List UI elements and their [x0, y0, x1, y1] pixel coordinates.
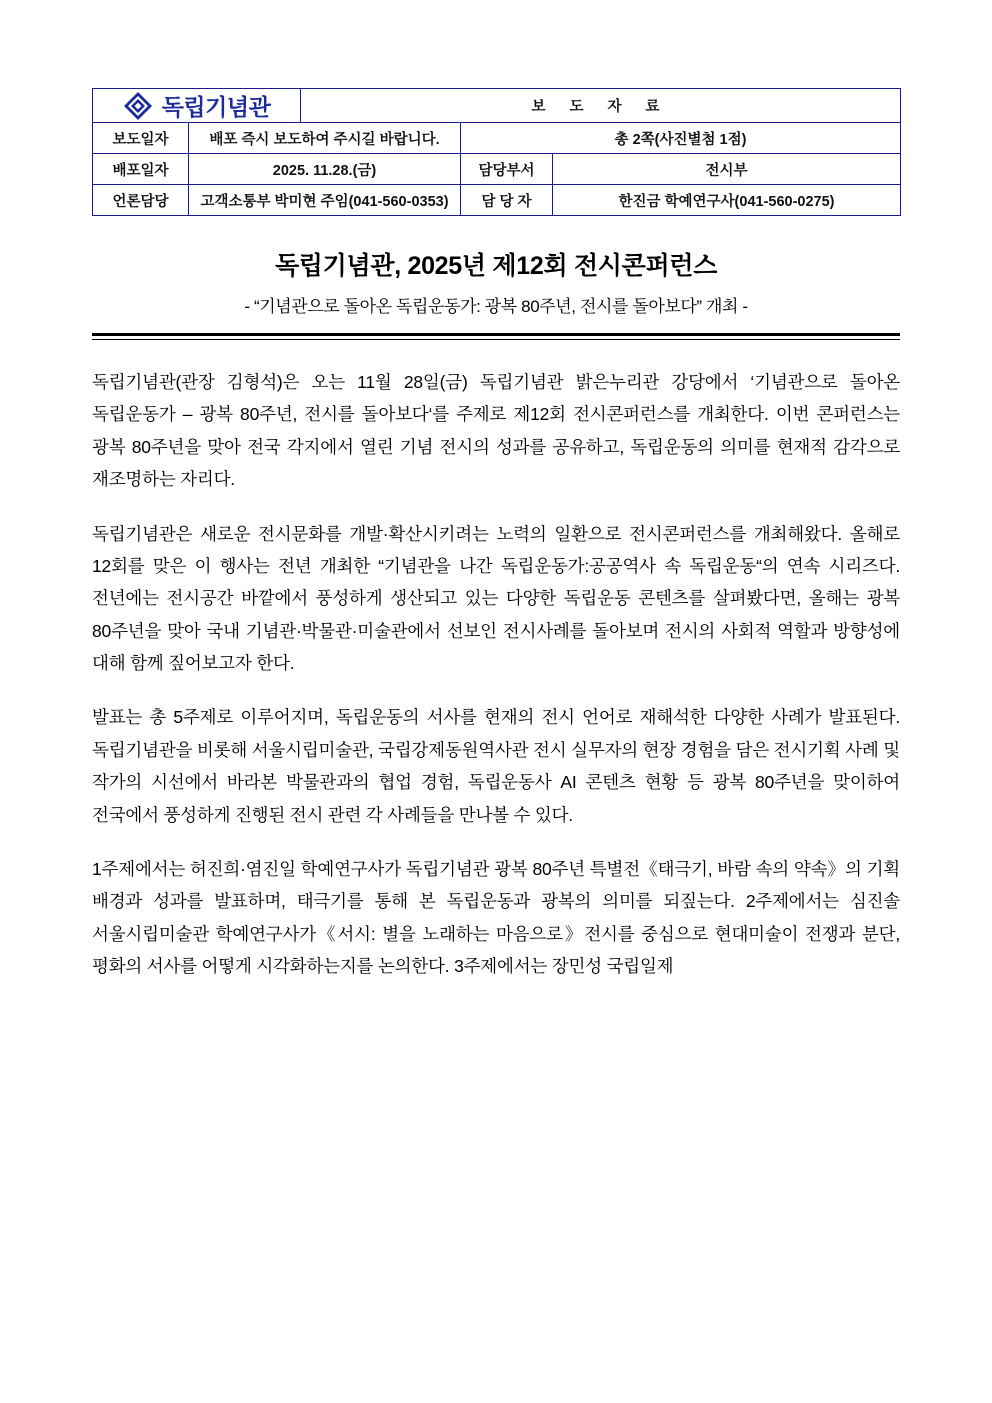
paragraph: 발표는 총 5주제로 이루어지며, 독립운동의 서사를 현재의 전시 언어로 재해석한 다양한 사례가 발표된다. 독립기념관을 비롯해 서울시립미술관, 국립강제동원역사관 전시 실무자의 현장 경험을 담은 전시기획 사례 및 작가의 시선에서 바라본 박물관과의 협업 경험, 독립운동사 AI 콘텐츠 현황 등 광복 80주년을 맞이하여 전국에서 풍성하게 진행된 전시 관련 각 사례들을 만나볼 수 있다. [92, 707, 900, 825]
document-type-title: 보 도 자 료 [301, 89, 901, 123]
body-content [92, 366, 900, 982]
table-row [93, 89, 901, 123]
value-distribution-date: 2025. 11.28.(금) [189, 154, 461, 185]
table-row [93, 185, 901, 216]
value-person-in-charge: 한진금 학예연구사(041-560-0275) [553, 185, 901, 216]
value-page-count: 총 2쪽(사진별첨 1점) [461, 123, 901, 154]
label-person-in-charge: 담 당 자 [461, 185, 553, 216]
paragraph: 1주제에서는 허진희·염진일 학예연구사가 독립기념관 광복 80주년 특별전《태극기, 바람 속의 약속》의 기획 배경과 성과를 발표하며, 태극기를 통해 본 독립운동과 광복의 의미를 되짚는다. 2주제에서는 심진솔 서울시립미술관 학예연구사가《서시: 별을 노래하는 마음으로》전시를 중심으로 현대미술이 전쟁과 분단, 평화의 서사를 어떻게 시각화하는지를 논의한다. 3주제에서는 장민성 국립일제 [92, 858, 900, 976]
label-distribution-date: 배포일자 [93, 154, 189, 185]
table-row [93, 123, 901, 154]
value-department: 전시부 [553, 154, 901, 185]
paragraph: 독립기념관(관장 김형석)은 오는 11월 28일(금) 독립기념관 밝은누리관 강당에서 ‘기념관으로 돌아온 독립운동가 – 광복 80주년, 전시를 돌아보다‘를 주제로 제12회 전시콘퍼런스를 개최한다. 이번 콘퍼런스는 광복 80주년을 맞아 전국 각지에서 열린 기념 전시의 성과를 공유하고, 독립운동의 의미를 현재적 감각으로 재조명하는 자리다. [92, 372, 900, 490]
page-title: 독립기념관, 2025년 제12회 전시콘퍼런스 [274, 252, 718, 280]
table-row [93, 154, 901, 185]
label-department: 담당부서 [461, 154, 553, 185]
value-report-date: 배포 즉시 보도하여 주시길 바랍니다. [189, 123, 461, 154]
title-divider [92, 333, 900, 340]
label-media-contact: 언론담당 [93, 185, 189, 216]
label-report-date: 보도일자 [93, 123, 189, 154]
diamond-emblem-icon [123, 91, 153, 121]
value-media-contact: 고객소통부 박미현 주임(041-560-0353) [189, 185, 461, 216]
page-subtitle: - “기념관으로 돌아온 독립운동가: 광복 80주년, 전시를 돌아보다” 개최 - [244, 297, 748, 316]
paragraph: 독립기념관은 새로운 전시문화를 개발·확산시키려는 노력의 일환으로 전시콘퍼런스를 개최해왔다. 올해로 12회를 맞은 이 행사는 전년 개최한 “기념관을 나간 독립운동가:공공역사 속 독립운동“의 연속 시리즈다. 전년에는 전시공간 바깥에서 풍성하게 생산되고 있는 다양한 독립운동 콘텐츠를 살펴봤다면, 올해는 광복 80주년을 맞아 국내 기념관·박물관·미술관에서 선보인 전시사례를 돌아보며 전시의 사회적 역할과 방향성에 대해 함께 짚어보고자 한다. [92, 523, 900, 673]
press-release-header-table [92, 88, 901, 216]
organization-name: 독립기념관 [161, 94, 271, 120]
organization-logo-cell [93, 89, 301, 123]
